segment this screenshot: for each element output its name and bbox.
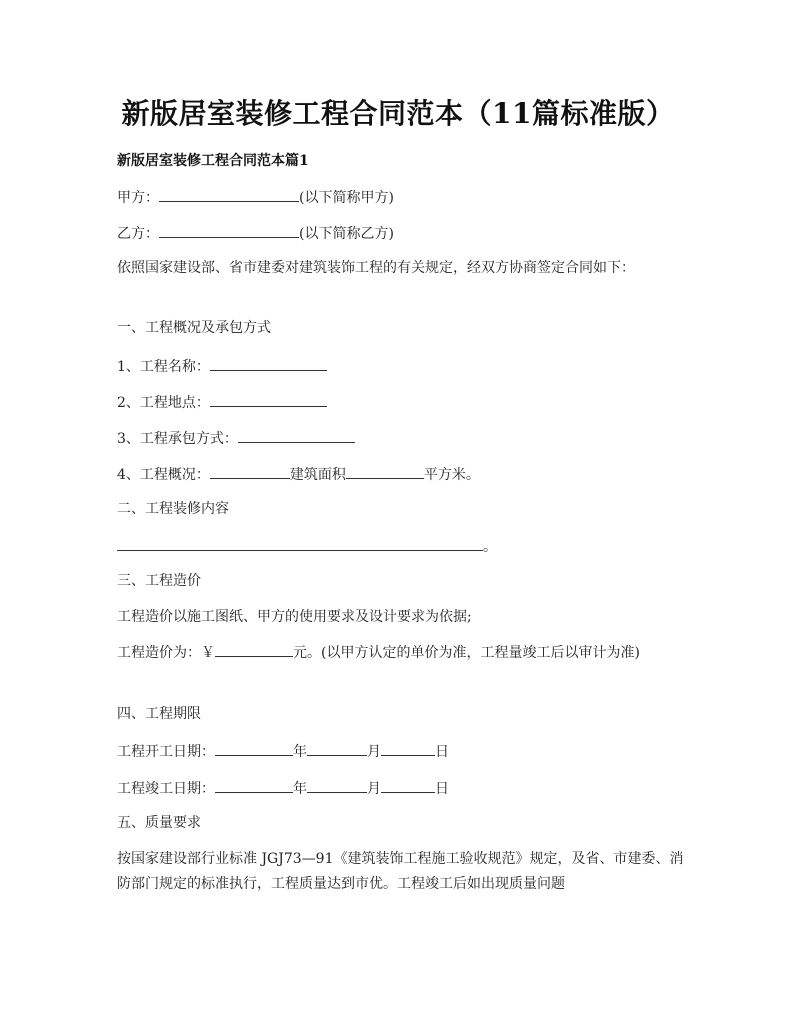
price-label: 工程造价为：￥ [117, 645, 215, 661]
contract-method-line [117, 427, 355, 449]
end-day-blank [381, 777, 435, 793]
party-a-line [117, 186, 394, 208]
quality-paragraph: 按国家建设部行业标准 JGJ73—91《建筑装饰工程施工验收规范》规定，及省、市建委、消防部门规定的标准执行，工程质量达到市优。工程竣工后如出现质量问题 [117, 851, 684, 892]
end-date-label: 工程竣工日期： [117, 781, 215, 797]
contract-method-blank [238, 427, 355, 443]
section-5-heading: 五、质量要求 [117, 815, 201, 831]
project-overview-label: 4、工程概况： [117, 467, 210, 483]
section-4-heading: 四、工程期限 [117, 706, 201, 722]
section-3-heading: 三、工程造价 [117, 573, 201, 589]
start-year-blank [215, 740, 293, 756]
area-label: 建筑面积 [289, 467, 346, 483]
end-month-unit: 月 [367, 781, 381, 797]
party-b-label: 乙方： [117, 226, 159, 242]
party-a-label: 甲方： [117, 190, 159, 206]
party-a-suffix: (以下简称甲方) [299, 190, 394, 206]
start-day-blank [381, 740, 435, 756]
project-location-line [117, 391, 327, 413]
start-month-blank [307, 740, 367, 756]
end-year-blank [215, 777, 293, 793]
party-a-blank [159, 186, 299, 202]
start-date-label: 工程开工日期： [117, 744, 215, 760]
intro-paragraph: 依照国家建设部、省市建委对建筑装饰工程的有关规定，经双方协商签定合同如下： [117, 260, 635, 276]
end-day-unit: 日 [435, 781, 449, 797]
decoration-content-line [117, 535, 497, 557]
start-year-unit: 年 [293, 744, 307, 760]
decoration-end-mark: 。 [483, 539, 497, 555]
end-month-blank [307, 777, 367, 793]
section-2-heading: 二、工程装修内容 [117, 501, 229, 517]
party-b-line [117, 222, 394, 244]
contract-method-label: 3、工程承包方式： [117, 431, 238, 447]
cost-basis-text: 工程造价以施工图纸、甲方的使用要求及设计要求为依据; [117, 609, 472, 625]
start-day-unit: 日 [435, 744, 449, 760]
decoration-content-blank [117, 535, 483, 551]
document-title: 新版居室装修工程合同范本（11篇标准版） [121, 97, 675, 130]
party-b-suffix: (以下简称乙方) [299, 226, 394, 242]
start-month-unit: 月 [367, 744, 381, 760]
section-1-heading: 一、工程概况及承包方式 [117, 320, 271, 336]
end-date-line [117, 777, 449, 799]
overview-blank [210, 463, 290, 479]
project-name-blank [210, 355, 327, 371]
area-unit: 平方米。 [423, 467, 480, 483]
area-blank [346, 463, 424, 479]
price-note: 元。(以甲方认定的单价为准，工程量竣工后以审计为准) [293, 645, 640, 661]
end-year-unit: 年 [293, 781, 307, 797]
project-name-label: 1、工程名称： [117, 359, 210, 375]
project-location-blank [210, 391, 327, 407]
project-overview-line [117, 463, 480, 485]
project-location-label: 2、工程地点： [117, 395, 210, 411]
price-blank [215, 641, 293, 657]
start-date-line [117, 740, 449, 762]
price-paragraph [117, 641, 687, 666]
section-subtitle: 新版居室装修工程合同范本篇1 [117, 153, 309, 169]
project-name-line [117, 355, 327, 377]
party-b-blank [159, 222, 299, 238]
